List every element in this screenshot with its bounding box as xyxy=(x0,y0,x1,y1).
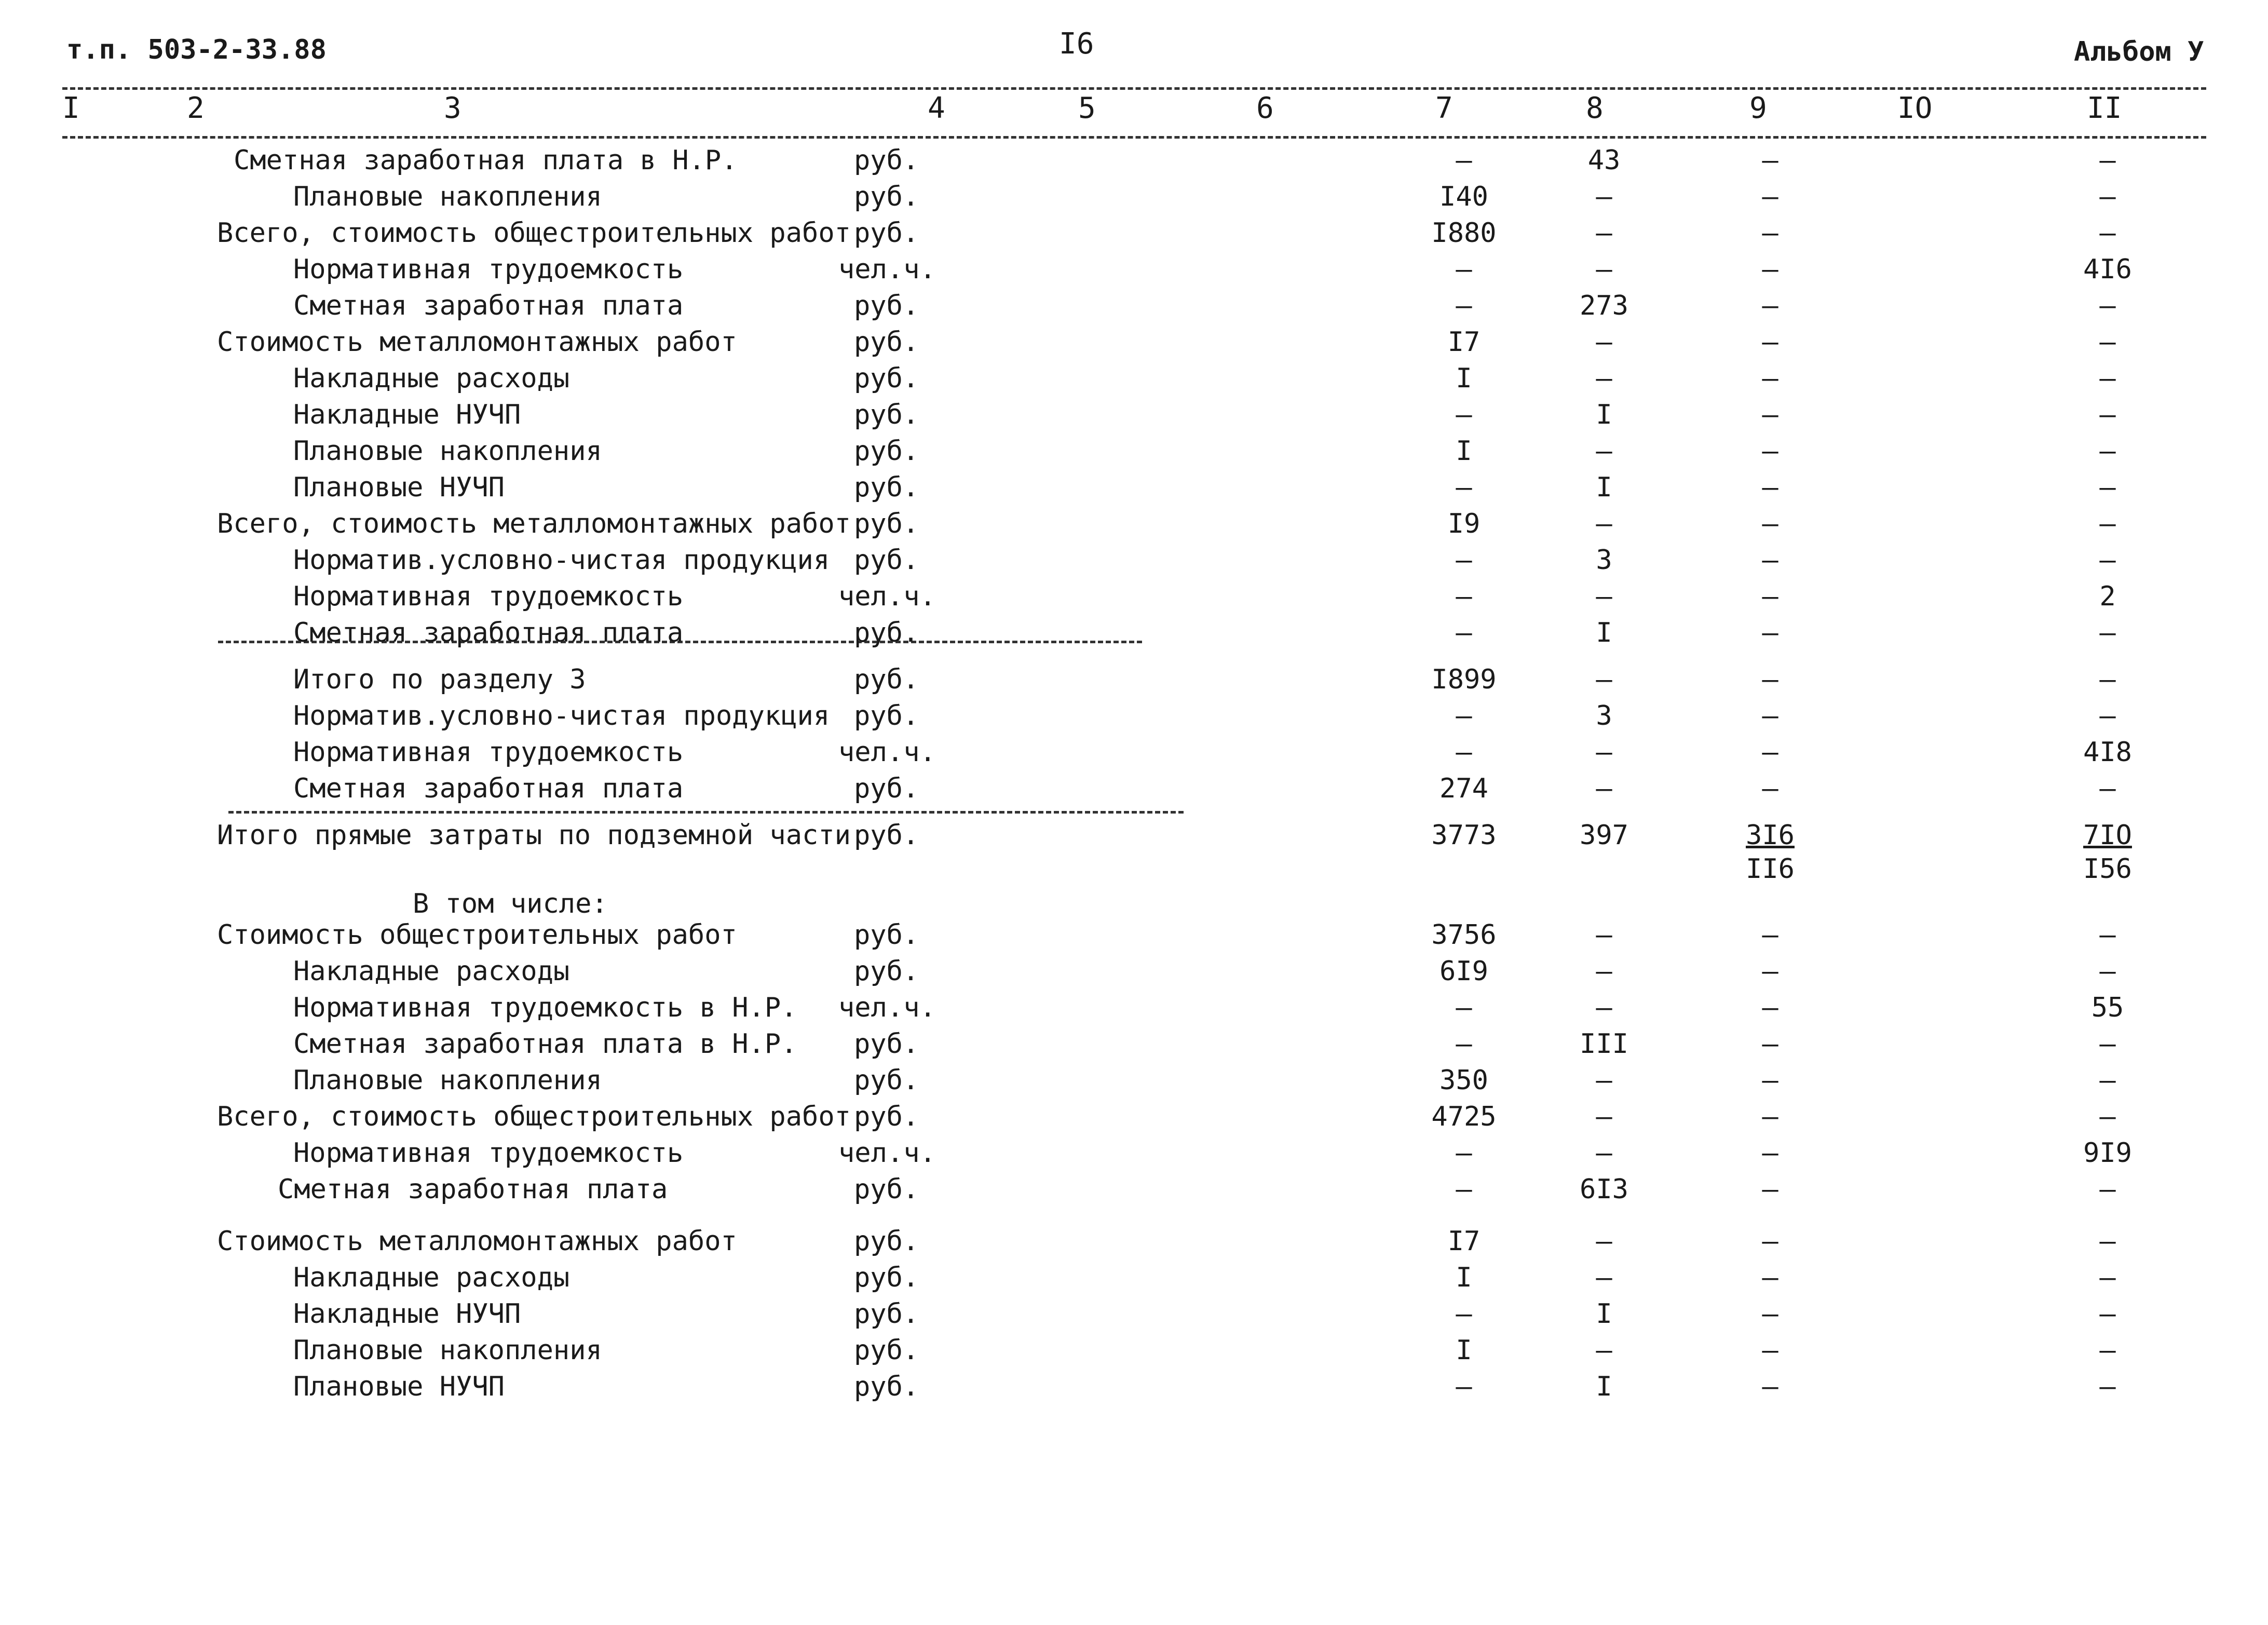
table-row xyxy=(0,1334,2268,1371)
cell-col-8: 273 xyxy=(1580,290,1628,321)
cell-col-7: – xyxy=(1456,1371,1472,1402)
cell-col-9: – xyxy=(1762,1371,1778,1402)
table-row xyxy=(0,1298,2268,1334)
cell-col-11: – xyxy=(2099,664,2116,695)
cell-col-11: – xyxy=(2099,1101,2116,1132)
row-unit: руб. xyxy=(854,617,919,648)
cell-col-11: 7IO xyxy=(2083,820,2132,851)
row-unit: руб. xyxy=(854,218,919,249)
row-unit: руб. xyxy=(854,472,919,503)
cell-col-9: – xyxy=(1762,1298,1778,1330)
table-row xyxy=(0,471,2268,508)
cell-col-7: – xyxy=(1456,1138,1472,1169)
cell-col-7: – xyxy=(1456,1298,1472,1330)
cell-col-7: – xyxy=(1456,581,1472,612)
row-label: Плановые НУЧП xyxy=(293,1371,505,1402)
cell-col-7: – xyxy=(1456,545,1472,576)
cell-col-11: – xyxy=(2099,1335,2116,1366)
row-label: Всего, стоимость металломонтажных работ xyxy=(217,508,851,539)
cell-col-9: – xyxy=(1762,290,1778,321)
column-number: 8 xyxy=(1586,91,1604,125)
cell-col-9: – xyxy=(1762,700,1778,732)
cell-col-9: – xyxy=(1762,254,1778,285)
table-row xyxy=(0,853,2268,889)
row-unit: руб. xyxy=(854,508,919,539)
cell-col-7: – xyxy=(1456,1028,1472,1060)
row-label: Стоимость общестроительных работ xyxy=(217,919,737,951)
document-reference: т.п. 503-2-33.88 xyxy=(66,34,327,65)
row-label: Нормативная трудоемкость xyxy=(293,581,684,612)
row-label: Сметная заработная плата в Н.Р. xyxy=(293,1028,797,1060)
cell-col-8: – xyxy=(1596,1262,1612,1293)
row-unit: руб. xyxy=(854,327,919,358)
table-row xyxy=(0,773,2268,809)
row-unit: руб. xyxy=(854,1028,919,1060)
table-row xyxy=(0,1137,2268,1173)
table-row xyxy=(0,253,2268,290)
row-unit: руб. xyxy=(854,545,919,576)
table-row xyxy=(0,736,2268,773)
cell-col-7: – xyxy=(1456,617,1472,648)
row-unit: чел.ч. xyxy=(838,1138,936,1169)
table-row xyxy=(0,544,2268,580)
cell-col-11: – xyxy=(2099,617,2116,648)
table-row xyxy=(0,992,2268,1028)
cell-col-8: – xyxy=(1596,1226,1612,1257)
table-row xyxy=(0,1173,2268,1210)
cell-col-9: – xyxy=(1762,1065,1778,1096)
cell-col-7: – xyxy=(1456,290,1472,321)
cell-col-9: – xyxy=(1762,773,1778,804)
cell-col-7: I xyxy=(1456,436,1472,467)
cell-col-8: – xyxy=(1596,773,1612,804)
cell-col-11: – xyxy=(2099,1174,2116,1205)
cell-col-9: – xyxy=(1762,508,1778,539)
row-label: Нормативная трудоемкость xyxy=(293,254,684,285)
table-row xyxy=(0,819,2268,856)
cell-col-8: – xyxy=(1596,254,1612,285)
column-number: 6 xyxy=(1256,91,1274,125)
cell-col-11: – xyxy=(2099,472,2116,503)
table-row xyxy=(0,1064,2268,1101)
cell-col-7: I7 xyxy=(1447,1226,1481,1257)
table-row xyxy=(0,1262,2268,1298)
cell-col-8: – xyxy=(1596,737,1612,768)
cell-col-7: – xyxy=(1456,700,1472,732)
row-label: Плановые накопления xyxy=(293,436,602,467)
row-unit: руб. xyxy=(854,773,919,804)
section-separator xyxy=(228,811,1184,814)
row-label: Плановые накопления xyxy=(293,1065,602,1096)
page-number: I6 xyxy=(1059,27,1094,61)
column-number: 4 xyxy=(928,91,945,125)
cell-col-7: I xyxy=(1456,1335,1472,1366)
column-number: 7 xyxy=(1435,91,1453,125)
row-unit: чел.ч. xyxy=(838,737,936,768)
cell-col-7: 4725 xyxy=(1431,1101,1497,1132)
column-number: 3 xyxy=(444,91,461,125)
table-row xyxy=(0,1225,2268,1262)
cell-col-7: – xyxy=(1456,145,1472,176)
row-label: Накладные расходы xyxy=(293,1262,570,1293)
cell-col-8: – xyxy=(1596,508,1612,539)
cell-col-9: – xyxy=(1762,472,1778,503)
table-row xyxy=(0,1371,2268,1407)
table-row xyxy=(0,663,2268,700)
cell-col-9: – xyxy=(1762,1262,1778,1293)
cell-col-11: 4I6 xyxy=(2083,254,2132,285)
cell-col-9: – xyxy=(1762,327,1778,358)
cell-col-8: I xyxy=(1596,1298,1612,1330)
cell-col-9: II6 xyxy=(1746,854,1795,885)
cell-col-11: – xyxy=(2099,508,2116,539)
cell-col-9: – xyxy=(1762,399,1778,430)
cell-col-11: – xyxy=(2099,145,2116,176)
cell-col-7: I xyxy=(1456,1262,1472,1293)
cell-col-11: – xyxy=(2099,363,2116,394)
cell-col-9: – xyxy=(1762,1028,1778,1060)
cell-col-8: I xyxy=(1596,472,1612,503)
row-label: В том числе: xyxy=(413,888,608,919)
row-unit: руб. xyxy=(854,181,919,212)
row-unit: руб. xyxy=(854,1226,919,1257)
cell-col-9: – xyxy=(1762,992,1778,1023)
cell-col-8: – xyxy=(1596,919,1612,951)
cell-col-7: I40 xyxy=(1439,181,1488,212)
cell-col-8: – xyxy=(1596,218,1612,249)
row-label: Стоимость металломонтажных работ xyxy=(217,327,737,358)
cell-col-9: – xyxy=(1762,545,1778,576)
cell-col-8: – xyxy=(1596,956,1612,987)
cell-col-7: I7 xyxy=(1447,327,1481,358)
cell-col-8: 3 xyxy=(1596,545,1612,576)
cell-col-8: – xyxy=(1596,1065,1612,1096)
row-unit: руб. xyxy=(854,1262,919,1293)
cell-col-11: – xyxy=(2099,1065,2116,1096)
row-label: Всего, стоимость общестроительных работ xyxy=(217,218,851,249)
row-label: Накладные НУЧП xyxy=(293,1298,521,1330)
column-number: I xyxy=(62,91,80,125)
cell-col-7: – xyxy=(1456,254,1472,285)
row-unit: руб. xyxy=(854,399,919,430)
cell-col-9: – xyxy=(1762,581,1778,612)
cell-col-7: 6I9 xyxy=(1439,956,1488,987)
cell-col-11: – xyxy=(2099,700,2116,732)
cell-col-8: 43 xyxy=(1587,145,1621,176)
table-row xyxy=(0,919,2268,955)
header-rule-top xyxy=(62,87,2206,90)
cell-col-8: III xyxy=(1580,1028,1628,1060)
table-row xyxy=(0,362,2268,399)
row-label: Накладные расходы xyxy=(293,363,570,394)
cell-col-8: I xyxy=(1596,617,1612,648)
cell-col-8: 3 xyxy=(1596,700,1612,732)
cell-col-11: 9I9 xyxy=(2083,1138,2132,1169)
row-label: Итого прямые затраты по подземной части xyxy=(217,820,851,851)
cell-col-9: – xyxy=(1762,1174,1778,1205)
cell-col-7: I899 xyxy=(1431,664,1497,695)
cell-col-9: – xyxy=(1762,737,1778,768)
cell-col-9: – xyxy=(1762,919,1778,951)
cell-col-7: I9 xyxy=(1447,508,1481,539)
row-unit: руб. xyxy=(854,820,919,851)
row-label: Итого по разделу 3 xyxy=(293,664,586,695)
cell-col-8: – xyxy=(1596,181,1612,212)
table-row xyxy=(0,1101,2268,1137)
row-label: Сметная заработная плата xyxy=(293,617,684,648)
cell-col-8: 6I3 xyxy=(1580,1174,1628,1205)
table-row xyxy=(0,617,2268,653)
cell-col-9: – xyxy=(1762,664,1778,695)
cell-col-11: 4I8 xyxy=(2083,737,2132,768)
row-unit: чел.ч. xyxy=(838,581,936,612)
row-unit: чел.ч. xyxy=(838,992,936,1023)
row-label: Стоимость металломонтажных работ xyxy=(217,1226,737,1257)
cell-col-9: – xyxy=(1762,363,1778,394)
row-label: Нормативная трудоемкость xyxy=(293,737,684,768)
cell-col-8: – xyxy=(1596,327,1612,358)
cell-col-11: – xyxy=(2099,436,2116,467)
cell-col-9: – xyxy=(1762,1138,1778,1169)
cell-col-11: – xyxy=(2099,1028,2116,1060)
cell-col-11: – xyxy=(2099,399,2116,430)
cell-col-7: – xyxy=(1456,399,1472,430)
table-row xyxy=(0,700,2268,736)
row-unit: руб. xyxy=(854,363,919,394)
row-unit: руб. xyxy=(854,664,919,695)
row-label: Накладные НУЧП xyxy=(293,399,521,430)
cell-col-7: I xyxy=(1456,363,1472,394)
row-unit: руб. xyxy=(854,1371,919,1402)
cell-col-7: – xyxy=(1456,1174,1472,1205)
cell-col-11: – xyxy=(2099,181,2116,212)
cell-col-7: 3773 xyxy=(1431,820,1497,851)
cell-col-8: 397 xyxy=(1580,820,1628,851)
cell-col-7: – xyxy=(1456,992,1472,1023)
cell-col-7: – xyxy=(1456,472,1472,503)
cell-col-11: – xyxy=(2099,327,2116,358)
cell-col-9: – xyxy=(1762,1226,1778,1257)
header-rule-bottom xyxy=(62,136,2206,139)
cell-col-7: – xyxy=(1456,737,1472,768)
row-unit: руб. xyxy=(854,1174,919,1205)
row-unit: чел.ч. xyxy=(838,254,936,285)
row-label: Плановые накопления xyxy=(293,1335,602,1366)
cell-col-9: – xyxy=(1762,1335,1778,1366)
row-unit: руб. xyxy=(854,700,919,732)
column-number: 5 xyxy=(1078,91,1096,125)
row-unit: руб. xyxy=(854,1298,919,1330)
table-row xyxy=(0,399,2268,435)
cell-col-8: – xyxy=(1596,436,1612,467)
table-row xyxy=(0,435,2268,471)
cell-col-9: 3I6 xyxy=(1746,820,1795,851)
row-label: Сметная заработная плата xyxy=(293,290,684,321)
cell-col-11: – xyxy=(2099,1262,2116,1293)
row-unit: руб. xyxy=(854,436,919,467)
cell-col-7: 3756 xyxy=(1431,919,1497,951)
cell-col-7: 350 xyxy=(1439,1065,1488,1096)
table-row xyxy=(0,1028,2268,1064)
table-row xyxy=(0,217,2268,253)
cell-col-8: I xyxy=(1596,1371,1612,1402)
cell-col-11: – xyxy=(2099,290,2116,321)
row-unit: руб. xyxy=(854,1065,919,1096)
cell-col-11: 55 xyxy=(2091,992,2124,1023)
table-row xyxy=(0,955,2268,992)
cell-col-9: – xyxy=(1762,145,1778,176)
row-label: Плановые НУЧП xyxy=(293,472,505,503)
cell-col-8: I xyxy=(1596,399,1612,430)
cell-col-9: – xyxy=(1762,436,1778,467)
cell-col-7: 274 xyxy=(1439,773,1488,804)
cell-col-8: – xyxy=(1596,1138,1612,1169)
table-row xyxy=(0,580,2268,617)
cell-col-9: – xyxy=(1762,1101,1778,1132)
column-number: IO xyxy=(1897,91,1933,125)
row-label: Накладные расходы xyxy=(293,956,570,987)
cell-col-8: – xyxy=(1596,581,1612,612)
cell-col-11: – xyxy=(2099,956,2116,987)
row-unit: руб. xyxy=(854,1335,919,1366)
cell-col-8: – xyxy=(1596,992,1612,1023)
album-label: Альбом У xyxy=(2074,36,2204,67)
table-row xyxy=(0,290,2268,326)
cell-col-9: – xyxy=(1762,617,1778,648)
cell-col-11: – xyxy=(2099,919,2116,951)
cell-col-7: I880 xyxy=(1431,218,1497,249)
row-unit: руб. xyxy=(854,290,919,321)
cell-col-9: – xyxy=(1762,956,1778,987)
cell-col-11: – xyxy=(2099,218,2116,249)
row-label: Норматив.условно-чистая продукция xyxy=(293,545,830,576)
row-label: Нормативная трудоемкость xyxy=(293,1138,684,1169)
cell-col-11: – xyxy=(2099,1226,2116,1257)
row-unit: руб. xyxy=(854,919,919,951)
row-label: Нормативная трудоемкость в Н.Р. xyxy=(293,992,797,1023)
table-row xyxy=(0,144,2268,181)
cell-col-8: – xyxy=(1596,1101,1612,1132)
row-label: Сметная заработная плата xyxy=(278,1174,668,1205)
row-unit: руб. xyxy=(854,1101,919,1132)
row-label: Всего, стоимость общестроительных работ xyxy=(217,1101,851,1132)
cell-col-8: – xyxy=(1596,363,1612,394)
cell-col-11: I56 xyxy=(2083,854,2132,885)
row-label: Норматив.условно-чистая продукция xyxy=(293,700,830,732)
row-unit: руб. xyxy=(854,145,919,176)
cell-col-8: – xyxy=(1596,1335,1612,1366)
row-label: Плановые накопления xyxy=(293,181,602,212)
cell-col-8: – xyxy=(1596,664,1612,695)
table-row xyxy=(0,508,2268,544)
cell-col-11: – xyxy=(2099,1371,2116,1402)
row-label: Сметная заработная плата в Н.Р. xyxy=(234,145,738,176)
cell-col-11: – xyxy=(2099,1298,2116,1330)
cell-col-11: 2 xyxy=(2099,581,2116,612)
column-number: II xyxy=(2087,91,2122,125)
table-row xyxy=(0,181,2268,217)
column-number: 2 xyxy=(187,91,205,125)
cell-col-9: – xyxy=(1762,218,1778,249)
cell-col-11: – xyxy=(2099,545,2116,576)
row-label: Сметная заработная плата xyxy=(293,773,684,804)
column-number: 9 xyxy=(1749,91,1767,125)
table-row xyxy=(0,326,2268,362)
cell-col-11: – xyxy=(2099,773,2116,804)
cell-col-9: – xyxy=(1762,181,1778,212)
row-unit: руб. xyxy=(854,956,919,987)
